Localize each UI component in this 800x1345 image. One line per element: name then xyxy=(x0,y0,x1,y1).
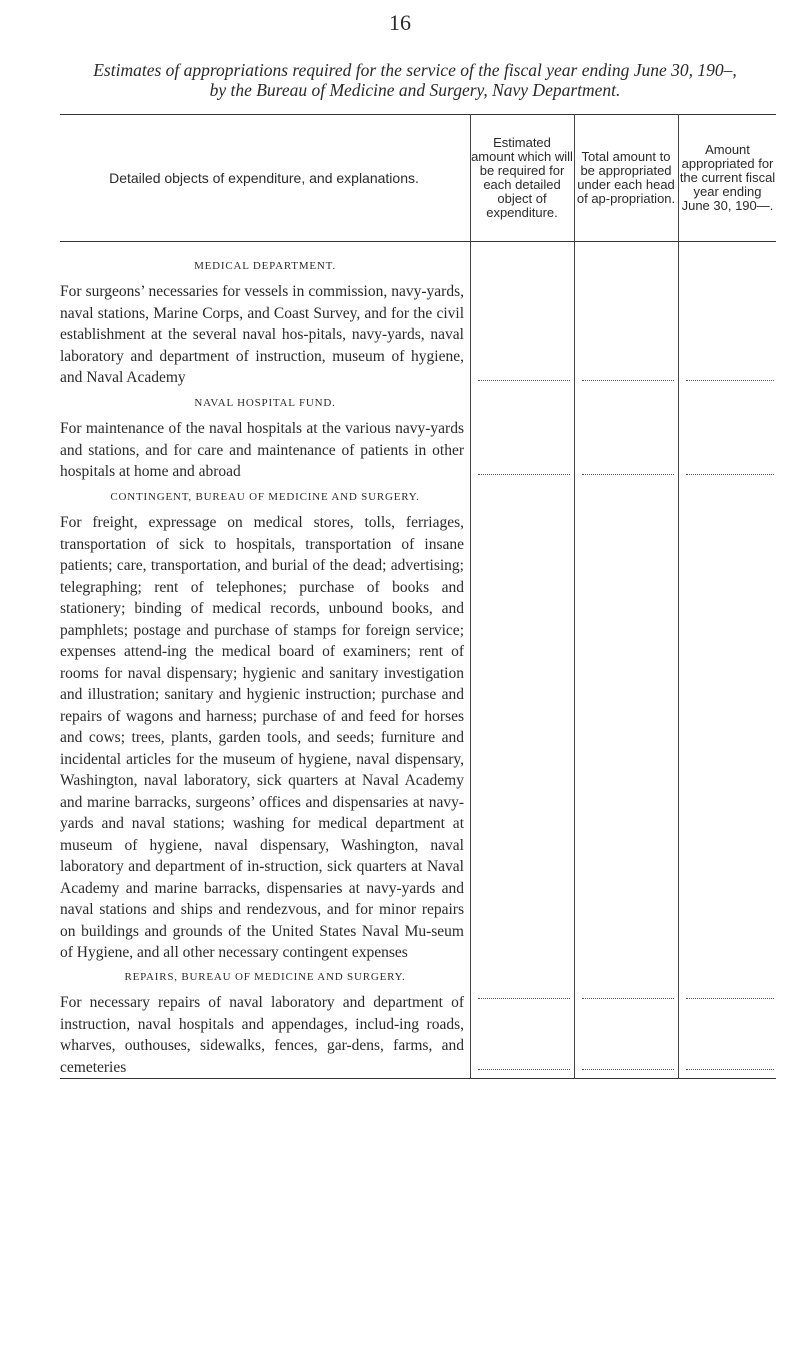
page-title xyxy=(60,60,770,100)
section-medical-department xyxy=(60,259,776,389)
section-text: For maintenance of the naval hospitals at the various navy-yards and stations, and for care and maintenance of patients in other hospitals at home and abroad xyxy=(60,420,464,480)
page-number: 16 xyxy=(389,10,411,35)
section-heading: MEDICAL DEPARTMENT. xyxy=(194,260,336,272)
title-line-1: Estimates of appropriations required for the service of the fiscal year ending June 30, 190–, xyxy=(93,60,737,80)
estimated-leader xyxy=(478,1069,570,1070)
total-leader xyxy=(582,380,674,381)
section-repairs xyxy=(60,970,776,1078)
appropriations-table xyxy=(60,114,776,1080)
section-heading: CONTINGENT, BUREAU OF MEDICINE AND SURGERY. xyxy=(110,491,420,503)
estimated-leader xyxy=(478,474,570,475)
table-top-rule xyxy=(60,114,776,115)
estimated-leader xyxy=(478,380,570,381)
header-estimated: Estimated amount which will be required for each detailed object of expenditure. xyxy=(471,135,573,220)
section-heading: REPAIRS, BUREAU OF MEDICINE AND SURGERY. xyxy=(124,971,406,983)
section-text: For surgeons’ necessaries for vessels in commission, navy-yards, naval stations, Marine Corps, and Coast Survey, and for the civil establishment at the several naval hos-pitals, navy-yards, naval laboratory and department of instruction, museum of hygiene, and Naval Academy xyxy=(60,283,464,386)
total-leader xyxy=(582,474,674,475)
header-total: Total amount to be appropriated under each head of ap-propriation. xyxy=(576,149,676,206)
current-leader xyxy=(686,1069,774,1070)
section-text: For freight, expressage on medical stores, tolls, ferriages, transportation of sick to hospitals, transportation of insane patients; care, transportation, and burial of the dead; advertising; telegraphing; rent of telephones; purchase of books and stationery; binding of medical records, unbound books, and pamphlets; postage and purchase of stamps for foreign service; expenses attend-ing the medical board of examiners; rent of rooms for naval dispensary; hygienic and sanitary investigation and illustration; sanitary and hygienic instruction; purchase and repairs of wagons and harness; purchase of and feed for horses and cows; trees, plants, garden tools, and seeds; furniture and incidental articles for the museum of hygiene, naval dispensary, Washington, naval laboratory, sick quarters at Naval Academy and marine barracks, surgeons’ offices and dispensaries at navy-yards and naval stations; washing for medical department at museum of hygiene, naval dispensary, Washington, naval laboratory and department of in-struction, sick quarters at Naval Academy and marine barracks, dispensaries at navy-yards and naval stations and ships and rendezvous, and for minor repairs on buildings and grounds of the United States Naval Mu-seum of Hygiene, and all other necessary contingent expenses xyxy=(60,514,464,961)
section-text: For necessary repairs of naval laboratory and department of instruction, naval hospitals and appendages, includ-ing roads, wharves, outhouses, sidewalks, fences, gar-dens, farms, and cemeteries xyxy=(60,994,464,1076)
header-rule xyxy=(60,241,776,242)
section-contingent xyxy=(60,490,776,964)
table-bottom-rule xyxy=(60,1078,776,1079)
total-leader xyxy=(582,1069,674,1070)
current-leader xyxy=(686,380,774,381)
section-naval-hospital-fund xyxy=(60,396,776,483)
title-line-2: by the Bureau of Medicine and Surgery, Navy Department. xyxy=(209,80,621,100)
current-leader xyxy=(686,474,774,475)
section-heading: NAVAL HOSPITAL FUND. xyxy=(194,397,336,409)
header-objects: Detailed objects of expenditure, and explanations. xyxy=(109,170,419,186)
header-current: Amount appropriated for the current fiscal year ending June 30, 190—. xyxy=(679,142,776,213)
